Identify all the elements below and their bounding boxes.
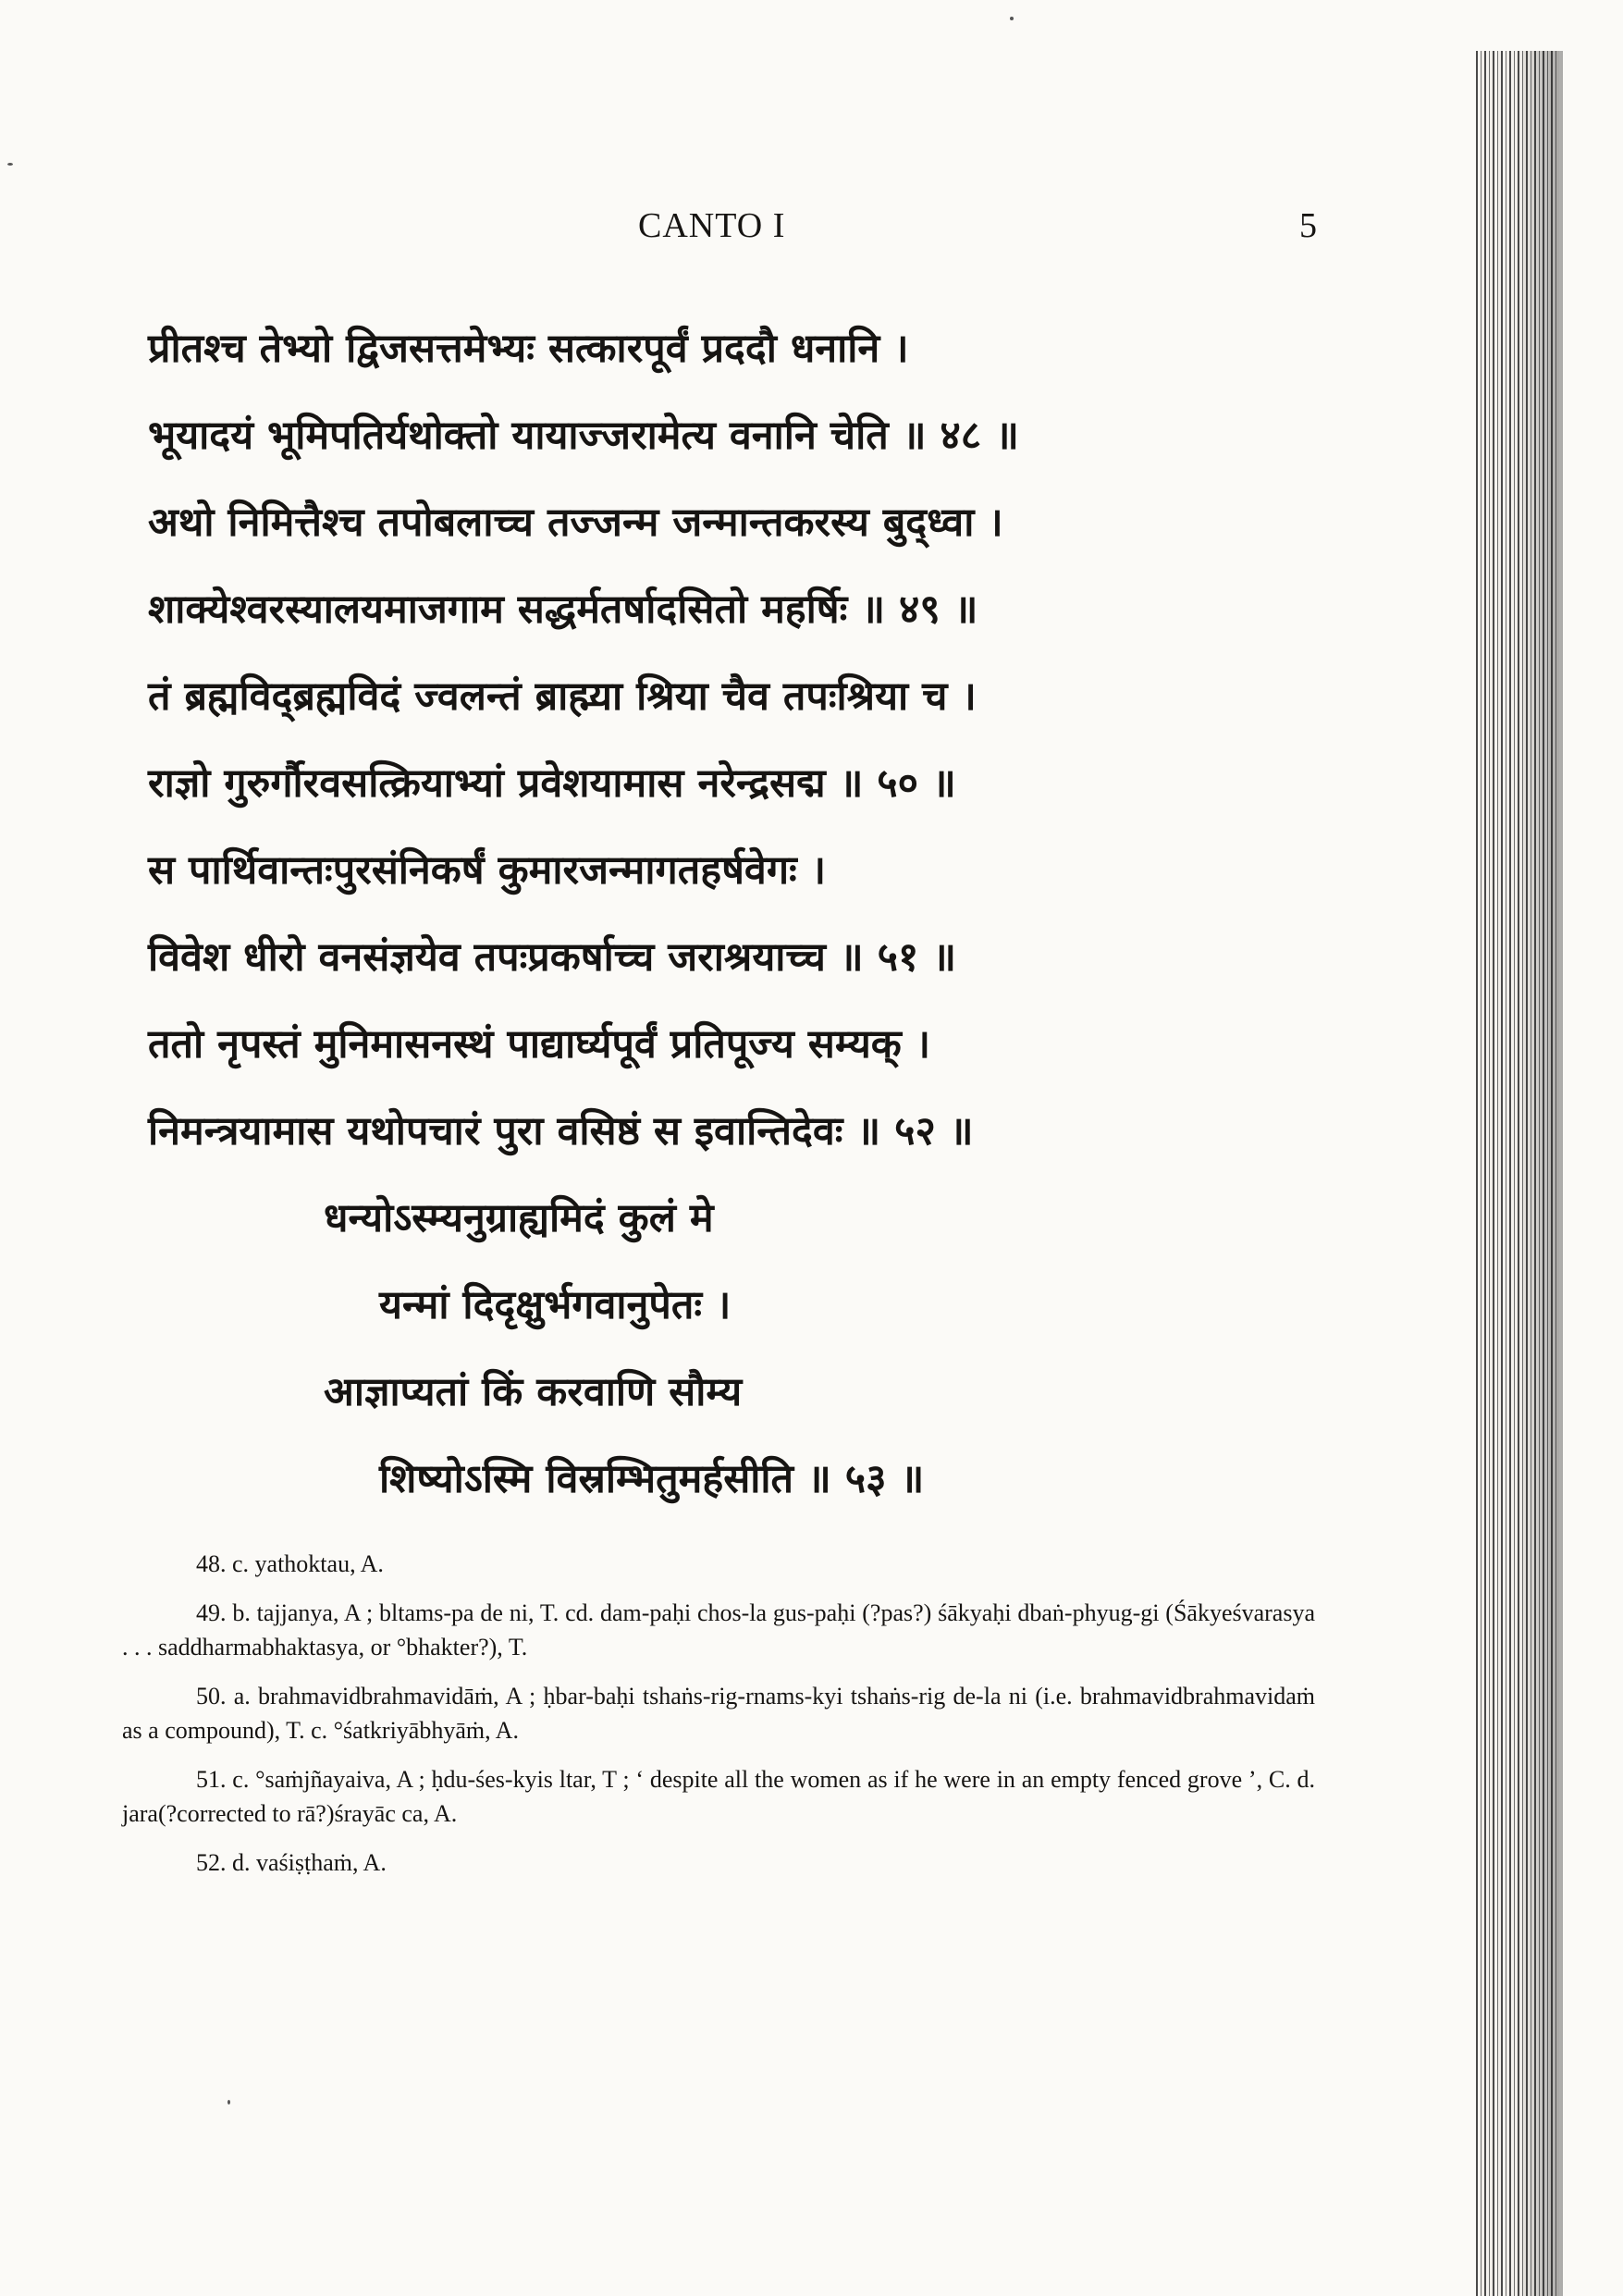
footnotes: [122, 1547, 1315, 1895]
verse-line: ततो नृपस्तं मुनिमासनस्थं पाद्यार्घ्यपूर्वं प्रतिपूज्य सम्यक् ।: [148, 1021, 931, 1068]
footnote: 52. d. vaśiṣṭhaṁ, A.: [196, 1849, 387, 1876]
verse-line: अथो निमित्तैश्च तपोबलाच्च तज्जन्म जन्मान्तकरस्य बुद्ध्वा ।: [148, 500, 1003, 546]
verse-line: तं ब्रह्मविद्ब्रह्मविदं ज्वलन्तं ब्राह्म्या श्रिया चैव तपःश्रिया च ।: [148, 673, 977, 720]
verse-line: निमन्त्रयामास यथोपचारं पुरा वसिष्ठं स इवान्तिदेवः ॥ ५२ ॥: [148, 1108, 974, 1154]
verse-line: शाक्येश्वरस्यालयमाजगाम सद्धर्मतर्षादसितो महर्षिः ॥ ४९ ॥: [148, 586, 978, 633]
verse-line: प्रीतश्च तेभ्यो द्विजसत्तमेभ्यः सत्कारपूर्वं प्रददौ धनानि ।: [148, 326, 909, 372]
verse-line: धन्योऽस्म्यनुग्राह्यमिदं कुलं मे: [324, 1195, 714, 1241]
verse-line: यन्मां दिदृक्षुर्भगवानुपेतः ।: [379, 1282, 732, 1328]
verse-line: राज्ञो गुरुर्गौरवसत्क्रियाभ्यां प्रवेशयामास नरेन्द्रसद्म ॥ ५० ॥: [148, 760, 956, 807]
verse-line: स पार्थिवान्तःपुरसंनिकर्षं कुमारजन्मागतहर्षवेगः ।: [148, 847, 826, 894]
binding-shadow: [1517, 51, 1563, 2296]
sanskrit-verses: [148, 305, 1341, 1523]
verse-line: भूयादयं भूमिपतिर्यथोक्तो यायाज्जरामेत्य वनानि चेति ॥ ४८ ॥: [148, 413, 1019, 459]
canto-title: CANTO I: [638, 206, 786, 245]
footnote: 49. b. tajjanya, A ; bltams-pa de ni, T. cd. dam-paḥi chos-la gus-paḥi (?pas?) śākyaḥi dbaṅ-phyug-gi (Śākyeśvarasya . . . saddharmabhaktasya, or °bhakter?), T.: [122, 1599, 1315, 1660]
print-speck: [7, 163, 13, 166]
running-head: [0, 205, 1623, 252]
footnote: 51. c. °saṁjñayaiva, A ; ḥdu-śes-kyis ltar, T ; ‘ despite all the women as if he were in an empty fenced grove ’, C. d. jara(?corrected to rā?)śrayāc ca, A.: [122, 1766, 1315, 1827]
footnote: 48. c. yathoktau, A.: [196, 1550, 384, 1577]
verse-line: शिष्योऽस्मि विस्रम्भितुमर्हसीति ॥ ५३ ॥: [379, 1456, 925, 1502]
verse-line: विवेश धीरो वनसंज्ञयेव तपःप्रकर्षाच्च जराश्रयाच्च ॥ ५१ ॥: [148, 934, 957, 981]
footnote: 50. a. brahmavidbrahmavidāṁ, A ; ḥbar-baḥi tshaṅs-rig-rnams-kyi tshaṅs-rig de-la ni (i.e. brahmavidbrahmavidaṁ as a compound), T. c. °śatkriyābhyāṁ, A.: [122, 1683, 1315, 1744]
verse-line: आज्ञाप्यतां किं करवाणि सौम्य: [324, 1369, 743, 1415]
page-number: 5: [1299, 206, 1317, 245]
print-speck: [227, 2100, 230, 2105]
print-speck: [1010, 17, 1014, 20]
